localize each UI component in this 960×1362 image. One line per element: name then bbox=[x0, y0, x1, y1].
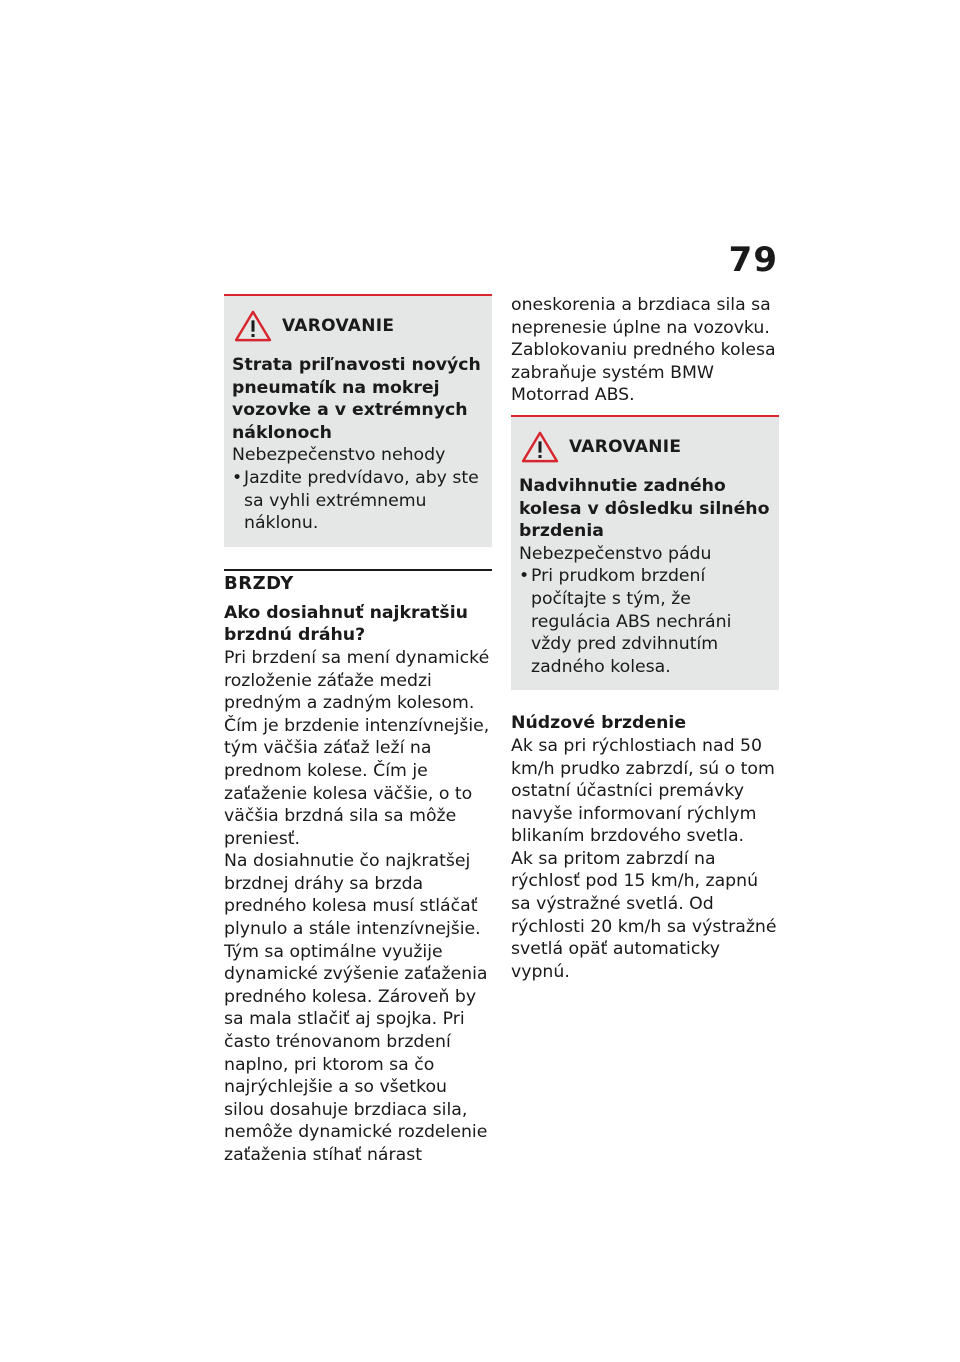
section-divider bbox=[224, 569, 492, 571]
paragraph: Ak sa pritom zabrzdí na rýchlosť pod 15 km/h, zapnú sa výstražné svetlá. Od rýchlosti 20 km/h sa výstražné svetlá opäť automaticky vypnú. bbox=[511, 848, 777, 982]
warning-box-rear-lift bbox=[511, 415, 779, 690]
warning-label: VAROVANIE bbox=[569, 436, 682, 457]
subheading-emergency-braking: Núdzové brzdenie bbox=[511, 713, 687, 734]
right-column bbox=[511, 294, 779, 983]
warning-hazard: Nebezpečenstvo pádu bbox=[519, 543, 712, 564]
left-column bbox=[224, 294, 492, 1167]
subheading-shortest-braking: Ako dosiahnuť najkratšiu brzdnú dráhu? bbox=[224, 602, 468, 646]
warning-hazard: Nebezpečenstvo nehody bbox=[232, 445, 446, 466]
warning-label: VAROVANIE bbox=[282, 316, 395, 336]
warning-triangle-icon bbox=[521, 431, 559, 463]
warning-box-traction bbox=[224, 294, 492, 547]
paragraph: Na dosiahnutie čo najkratšej brzdnej dráhy sa brzda predného kolesa musí stláčať plynulo a stále intenzívnejšie. Tým sa optimálne využije dynamické zvýšenie zaťaženia predného kolesa. Zároveň by sa mala stlačiť aj spojka. Pri často trénovanom brzdení naplno, pri ktorom sa čo najrýchlejšie a so všetkou silou dosahuje brzdiaca sila, nemôže dynamické rozdelenie zaťaženia stíhať nárast bbox=[224, 851, 488, 1165]
warning-header bbox=[232, 310, 484, 342]
bullet-dot: • bbox=[232, 467, 243, 488]
warning-bullet-text: Jazdite predvídavo, aby ste sa vyhli extrémnemu náklonu. bbox=[244, 467, 479, 534]
paragraph-continued: oneskorenia a brzdiaca sila sa neprenesie úplne na vozovku. Zablokovaniu predného kolesa zabraňuje systém BMW Motorrad ABS. bbox=[511, 295, 776, 406]
paragraph: Pri brzdení sa mení dynamické rozloženie záťaže medzi predným a zadným kolesom. Čím je brzdenie intenzívnejšie, tým väčšia záťaž leží na prednom kolese. Čím je zaťaženie kolesa väčšie, o to väčšia brzdná sila sa môže preniesť. bbox=[224, 647, 490, 849]
warning-header bbox=[519, 431, 771, 463]
warning-triangle-icon bbox=[234, 310, 272, 342]
warning-title: Nadvihnutie zadného kolesa v dôsledku silného brzdenia bbox=[519, 475, 770, 542]
section-title: BRZDY bbox=[224, 572, 294, 594]
paragraph: Ak sa pri rýchlostiach nad 50 km/h prudko zabrzdí, sú o tom ostatní účastníci premávky navyše informovaní rýchlym blikaním brzdového svetla. bbox=[511, 735, 775, 847]
warning-bullet bbox=[232, 467, 484, 535]
warning-title: Strata priľnavosti nových pneumatík na mokrej vozovke a v extrémnych náklonoch bbox=[232, 355, 481, 443]
page-number: 79 bbox=[728, 240, 778, 280]
bullet-dot: • bbox=[519, 566, 530, 587]
warning-bullet-text: Pri prudkom brzdení počítajte s tým, že regulácia ABS nechráni vždy pred zdvihnutím zadného kolesa. bbox=[531, 566, 732, 677]
warning-bullet bbox=[519, 565, 771, 678]
